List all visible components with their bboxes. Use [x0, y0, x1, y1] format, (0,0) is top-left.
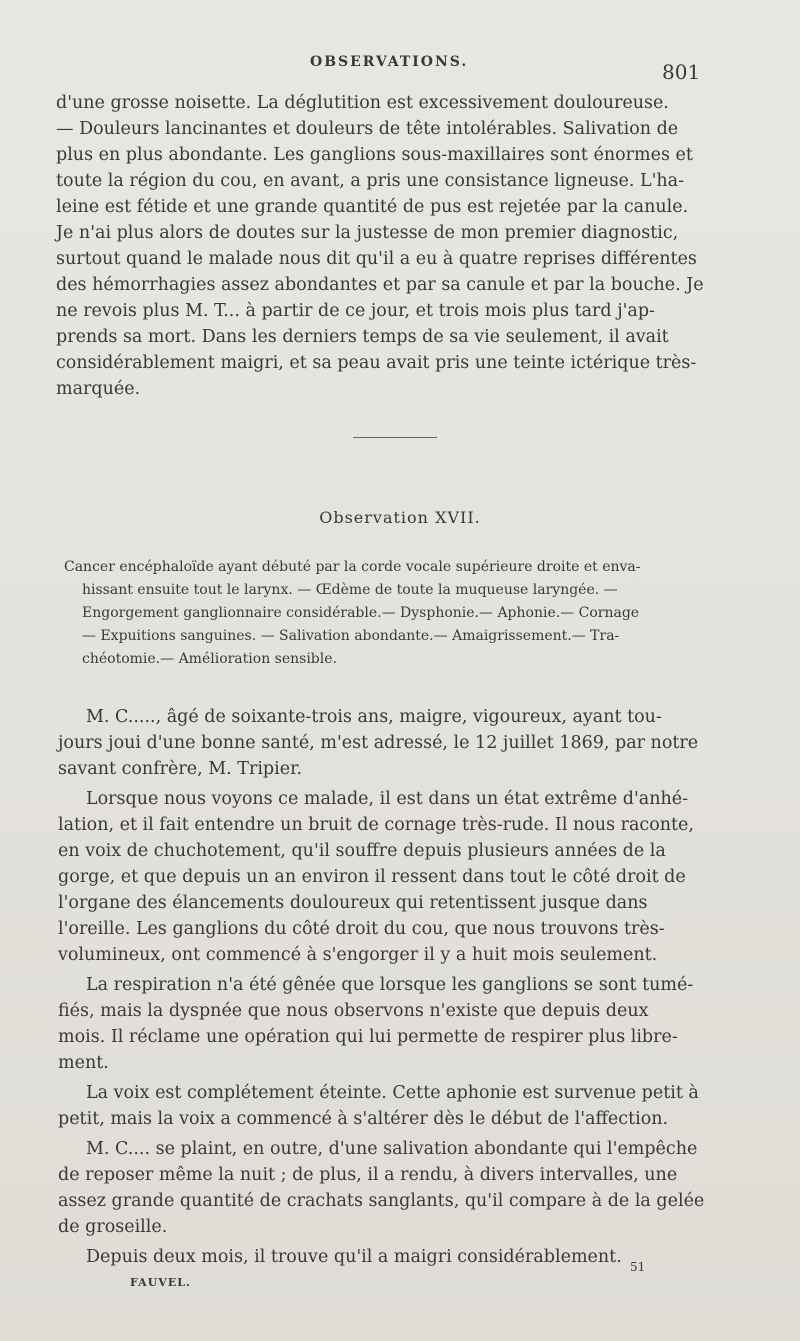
summary-line: hissant ensuite tout le larynx. — Œdème de toute la muqueuse laryngée. — [82, 582, 618, 598]
signature-mark: 51 [630, 1260, 646, 1274]
text-line: ment. [58, 1053, 109, 1073]
text-line: M. C....., âgé de soixante-trois ans, maigre, vigoureux, ayant tou- [86, 707, 662, 727]
text-line: lation, et il fait entendre un bruit de cornage très-rude. Il nous raconte, [58, 815, 694, 835]
text-line: La respiration n'a été gênée que lorsque les ganglions se sont tumé- [86, 975, 694, 995]
text-line: — Douleurs lancinantes et douleurs de tête intolérables. Salivation de [56, 119, 679, 139]
text-line: des hémorrhagies assez abondantes et par sa canule et par la bouche. Je [56, 275, 704, 295]
text-line: mois. Il réclame une opération qui lui permette de respirer plus libre- [58, 1027, 678, 1047]
page-number: 801 [662, 60, 701, 84]
summary-line: Cancer encéphaloïde ayant débuté par la corde vocale supérieure droite et enva- [64, 559, 641, 575]
text-line: Lorsque nous voyons ce malade, il est dans un état extrême d'anhé- [86, 789, 689, 809]
observation-summary [64, 556, 712, 671]
text-line: considérablement maigri, et sa peau avait pris une teinte ictérique très- [56, 353, 697, 373]
text-line: Je n'ai plus alors de doutes sur la justesse de mon premier diagnostic, [56, 223, 679, 243]
opening-paragraph [56, 90, 710, 402]
section-divider [353, 437, 437, 438]
text-line: plus en plus abondante. Les ganglions sous-maxillaires sont énormes et [56, 145, 693, 165]
observation-title: Observation XVII. [319, 508, 481, 527]
running-title: OBSERVATIONS. [310, 54, 469, 70]
text-line: jours joui d'une bonne santé, m'est adressé, le 12 juillet 1869, par notre [58, 733, 699, 753]
text-line: volumineux, ont commencé à s'engorger il y a huit mois seulement. [58, 945, 658, 965]
text-line: assez grande quantité de crachats sanglants, qu'il compare à de la gelée [58, 1191, 705, 1211]
text-line: de groseille. [58, 1217, 168, 1237]
summary-line: — Expuitions sanguines. — Salivation abondante.— Amaigrissement.— Tra- [82, 628, 620, 644]
signature-author: FAUVEL. [130, 1276, 191, 1289]
text-line: de reposer même la nuit ; de plus, il a rendu, à divers intervalles, une [58, 1165, 678, 1185]
text-line: petit, mais la voix a commencé à s'altérer dès le début de l'affection. [58, 1109, 669, 1129]
body-paragraph [58, 1136, 718, 1240]
body-paragraph [58, 786, 718, 968]
text-line: fiés, mais la dyspnée que nous observons n'existe que depuis deux [58, 1001, 649, 1021]
observation-body [58, 704, 718, 1274]
summary-line: chéotomie.— Amélioration sensible. [82, 651, 337, 667]
text-line: La voix est complétement éteinte. Cette aphonie est survenue petit à [86, 1083, 699, 1103]
text-line: en voix de chuchotement, qu'il souffre depuis plusieurs années de la [58, 841, 666, 861]
text-line: M. C.... se plaint, en outre, d'une salivation abondante qui l'empêche [86, 1139, 698, 1159]
text-line: ne revois plus M. T... à partir de ce jour, et trois mois plus tard j'ap- [56, 301, 655, 321]
text-line: l'organe des élancements douloureux qui retentissent jusque dans [58, 893, 648, 913]
page-header [0, 50, 800, 90]
text-line: prends sa mort. Dans les derniers temps de sa vie seulement, il avait [56, 327, 669, 347]
text-line: Depuis deux mois, il trouve qu'il a maigri considérablement. [86, 1247, 622, 1267]
text-line: marquée. [56, 379, 141, 399]
text-line: surtout quand le malade nous dit qu'il a eu à quatre reprises différentes [56, 249, 697, 269]
text-line: leine est fétide et une grande quantité de pus est rejetée par la canule. [56, 197, 689, 217]
text-line: d'une grosse noisette. La déglutition est excessivement douloureuse. [56, 93, 669, 113]
text-line: savant confrère, M. Tripier. [58, 759, 303, 779]
text-line: gorge, et que depuis un an environ il ressent dans tout le côté droit de [58, 867, 686, 887]
text-line: toute la région du cou, en avant, a pris une consistance ligneuse. L'ha- [56, 171, 685, 191]
page-footer [0, 1254, 800, 1294]
summary-line: Engorgement ganglionnaire considérable.— Dysphonie.— Aphonie.— Cornage [82, 605, 640, 621]
body-paragraph [58, 704, 718, 782]
text-line: l'oreille. Les ganglions du côté droit du cou, que nous trouvons très- [58, 919, 665, 939]
body-paragraph [58, 972, 718, 1076]
body-paragraph [58, 1080, 718, 1132]
